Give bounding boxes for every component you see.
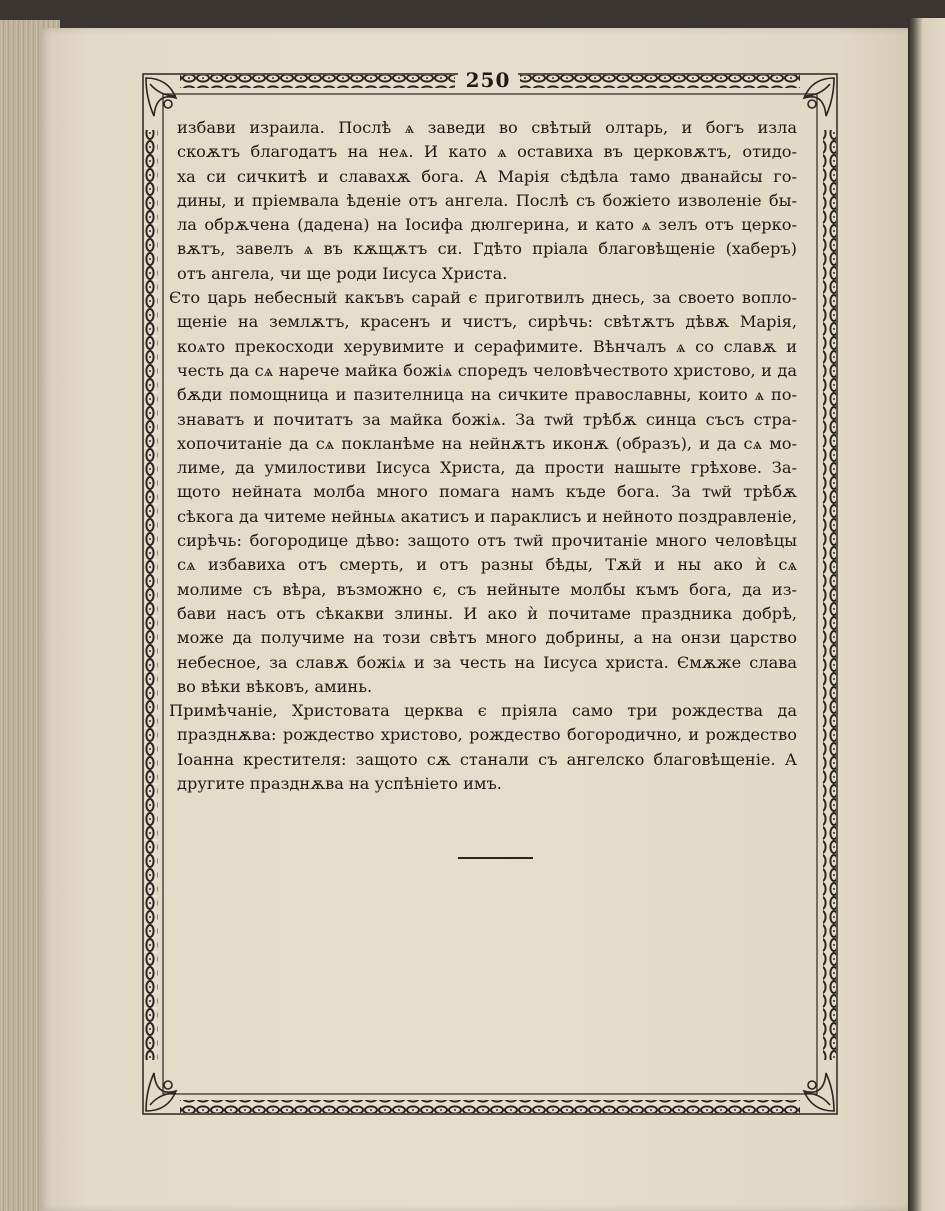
- text-line: скоѫтъ благодатъ на неѧ. И като ѧ оставиха въ церковѫтъ, отидо-: [177, 142, 797, 162]
- text-line: избави израила. Послѣ ѧ заведи во свѣтый олтарь, и богъ изла: [177, 118, 797, 137]
- text-line: щеніе на землѫтъ, красенъ и чистъ, сирѣчь: свѣтѫтъ дѣвѫ Марія,: [177, 312, 797, 332]
- text-line: отъ ангела, чи ще роди Іисуса Христа.: [177, 263, 508, 283]
- text-line: лиме, да умилостиви Іисуса Христа, да прости нашыте грѣхове. За-: [177, 458, 797, 478]
- text-line: другите празднѫва на успѣніето имъ.: [177, 774, 502, 794]
- paragraph-2: [169, 286, 797, 699]
- text-line: небесное, за славѫ божіѧ и за честь на Іисуса христа. Ємѫже слава: [177, 652, 797, 672]
- text-line: сѣкога да читеме нейныѧ акатисъ и параклисъ и нейното поздравленіе,: [177, 506, 797, 526]
- text-line: Єто царь небесный какъвъ сарай є приготвилъ днесь, за своето вопло-: [169, 288, 797, 308]
- text-line: сирѣчь: богородице дѣво: защото отъ тѡй прочитаніе много человѣцы: [177, 531, 797, 551]
- text-line: коѧто прекосходи херувимите и серафимите. Вѣнчалъ ѧ со славѫ и: [177, 336, 797, 356]
- text-line: сѧ избавиха отъ смерть, и отъ разны бѣды, Тѫй и ны ако ѝ сѧ: [177, 555, 797, 575]
- text-line: ла обрѫчена (дадена) на Іосифа дюлгерина, и като ѧ зелъ отъ церко-: [177, 215, 797, 235]
- text-line: дины, и пріемвала ѣденіе отъ ангела. Послѣ съ божіето изволеніе бы-: [177, 190, 797, 210]
- text-line: празднѫва: рождество христово, рождество богородично, и рождество: [177, 725, 797, 745]
- paragraph-1: [177, 116, 797, 286]
- text-line: во вѣки вѣковъ, аминь.: [177, 676, 373, 696]
- page-number: 250: [458, 68, 518, 92]
- text-line: ха си сичкитѣ и славахѫ бога. А Марія сѣдѣла тамо дванайсы го-: [177, 166, 797, 186]
- text-line: вѫтъ, завелъ ѧ въ кѫщѫтъ си. Гдѣто пріала благовѣщеніе (хаберъ): [177, 239, 797, 259]
- text-line: знаватъ и почитатъ за майка божіѧ. За тѡй трѣбѫ синца съсъ стра-: [177, 409, 797, 429]
- text-line: честь да сѧ нарече майка божіѧ споредъ человѣчеството христово, и да: [177, 360, 797, 380]
- text-line: бави насъ отъ сѣкакви злины. И ако ѝ почитаме праздника добрѣ,: [177, 603, 797, 623]
- end-separator-rule: [458, 857, 533, 859]
- text-line: Примѣчаніе, Христовата церква є пріяла само три рождества да: [169, 701, 797, 721]
- text-line: хопочитаніе да сѧ покланѣме на нейнѫтъ иконѫ (образъ), и да сѧ мо-: [177, 433, 797, 453]
- body-text: [169, 116, 797, 796]
- text-line: молиме съ вѣра, възможно є, съ нейныте молбы къмъ бога, да из-: [177, 579, 797, 599]
- text-line: Іоанна крестителя: защото сѫ станали съ ангелско благовѣщеніе. А: [177, 749, 797, 769]
- paragraph-3: [169, 699, 797, 796]
- text-line: бѫди помощница и пазителница на сичките православны, които ѧ по-: [177, 385, 797, 405]
- text-line: щото нейната молба много помага намъ къде бога. За тѡй трѣбѫ: [177, 482, 797, 502]
- text-line: може да получиме на този свѣтъ много добрины, а на онзи царство: [177, 628, 797, 648]
